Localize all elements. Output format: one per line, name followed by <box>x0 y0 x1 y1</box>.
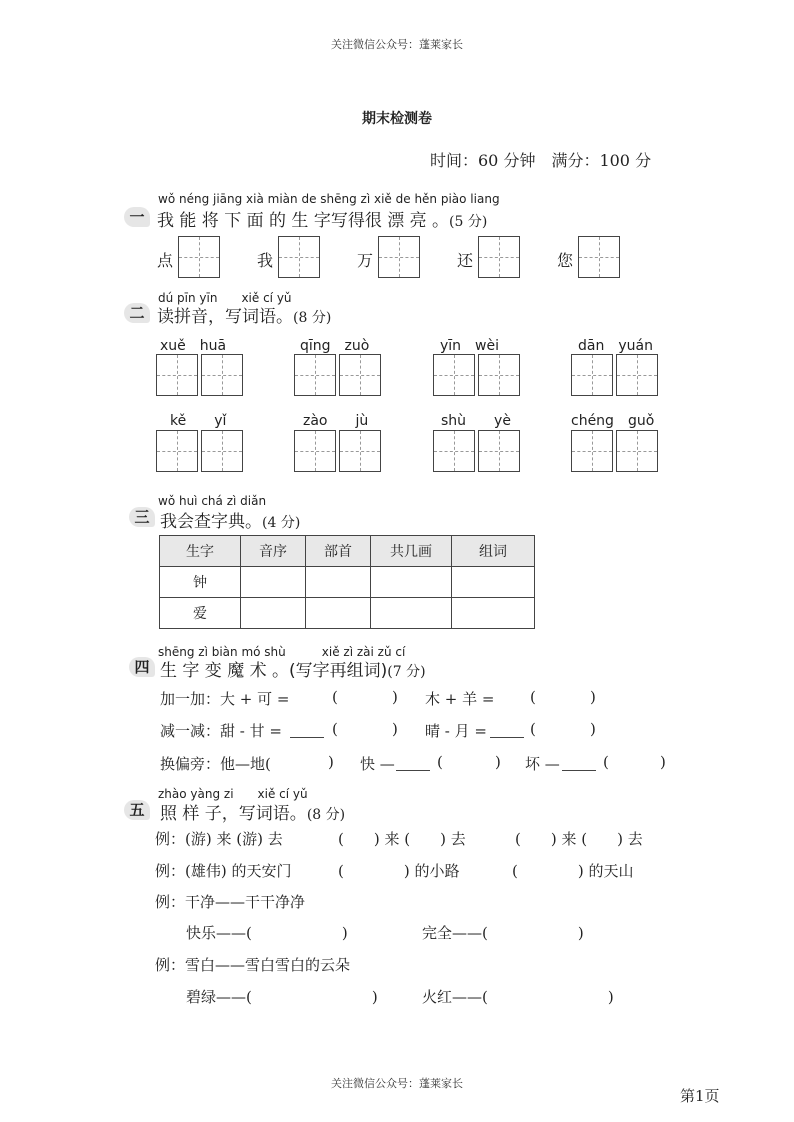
writing-box[interactable] <box>339 430 381 472</box>
paren: ( <box>332 720 338 738</box>
writing-box[interactable] <box>294 354 336 396</box>
q2-word-pinyin: qīng zuò <box>300 338 370 354</box>
answer-blank[interactable]: 火红——( ) <box>422 988 614 1006</box>
writing-box[interactable] <box>478 354 520 396</box>
time-info: 时间：60 分钟 满分：100 分 <box>430 151 652 170</box>
answer-blank[interactable] <box>562 756 596 771</box>
writing-box[interactable] <box>378 236 420 278</box>
writing-box[interactable] <box>433 354 475 396</box>
q5-example4: 例：雪白——雪白雪白的云朵 <box>155 956 351 974</box>
q1-number: 一 <box>124 207 150 227</box>
q1-char: 您 <box>557 251 574 270</box>
writing-box[interactable] <box>571 430 613 472</box>
answer-blank[interactable]: 快乐——( ) <box>186 924 348 942</box>
paren: ) <box>495 753 501 771</box>
answer-cell[interactable] <box>306 598 371 629</box>
paren: ) <box>392 720 398 738</box>
answer-cell[interactable] <box>452 598 535 629</box>
q4-line1-a: 加一加：大 + 可 = <box>160 690 290 708</box>
q5-text: 照 样 子，写词语。(8 分) <box>160 804 346 824</box>
writing-box[interactable] <box>478 430 520 472</box>
q2-word-pinyin: zào jù <box>303 413 369 429</box>
paren: ( <box>332 688 338 706</box>
paren: ( <box>530 688 536 706</box>
answer-blank[interactable]: ( ) 来 ( ) 去 <box>515 830 643 848</box>
q5-example1: 例：(游) 来 (游) 去 <box>155 830 283 848</box>
q3-text: 我会查字典。(4 分) <box>160 512 301 532</box>
q4-line3-a: 换偏旁：他—地( <box>160 755 271 773</box>
q2-word-pinyin: chéng guǒ <box>571 413 655 429</box>
writing-box[interactable] <box>616 430 658 472</box>
page-title: 期末检测卷 <box>362 111 432 127</box>
q1-char: 还 <box>457 251 474 270</box>
writing-box[interactable] <box>201 430 243 472</box>
page-number: 第1页 <box>680 1087 720 1105</box>
writing-box[interactable] <box>339 354 381 396</box>
q4-line3-b: 快 — <box>360 755 395 773</box>
answer-cell[interactable] <box>241 598 306 629</box>
q5-example3: 例：干净——干干净净 <box>155 893 306 911</box>
q2-word-pinyin: yīn wèi <box>440 338 500 354</box>
q4-line2-a: 减一减：甜 - 甘 = <box>160 722 282 740</box>
q4-line1-b: 木 + 羊 = <box>425 690 495 708</box>
writing-box[interactable] <box>178 236 220 278</box>
q4-line3-c: 坏 — <box>525 755 560 773</box>
answer-cell[interactable] <box>371 567 452 598</box>
q5-number: 五 <box>124 800 150 820</box>
answer-blank[interactable]: ( ) 的小路 <box>338 862 460 880</box>
writing-box[interactable] <box>616 354 658 396</box>
q3-number: 三 <box>129 507 155 527</box>
q5-example2: 例：(雄伟) 的天安门 <box>155 862 292 880</box>
q2-word-pinyin: dān yuán <box>578 338 653 354</box>
q1-char: 点 <box>157 251 174 270</box>
q1-text: 我 能 将 下 面 的 生 字写得很 漂 亮 。(5 分) <box>157 211 488 231</box>
paren: ) <box>392 688 398 706</box>
paren: ( <box>603 753 609 771</box>
answer-blank[interactable] <box>396 756 430 771</box>
table-header: 生字 <box>160 536 241 567</box>
paren: ) <box>590 720 596 738</box>
paren: ( <box>437 753 443 771</box>
answer-blank[interactable] <box>490 723 524 738</box>
table-header: 组词 <box>452 536 535 567</box>
answer-blank[interactable] <box>290 723 324 738</box>
table-header: 共几画 <box>371 536 452 567</box>
q4-line2-b: 晴 - 月 = <box>425 722 487 740</box>
q3-pinyin: wǒ huì chá zì diǎn <box>158 494 267 508</box>
q4-pinyin: shēng zì biàn mó shù xiě zì zài zǔ cí <box>158 645 406 659</box>
q2-text: 读拼音，写词语。(8 分) <box>157 307 332 327</box>
dictionary-table <box>159 535 535 629</box>
answer-cell[interactable] <box>241 567 306 598</box>
q4-number: 四 <box>129 657 155 677</box>
answer-blank[interactable]: 完全——( ) <box>422 924 584 942</box>
answer-cell[interactable] <box>452 567 535 598</box>
q2-word-pinyin: kě yǐ <box>170 413 227 429</box>
table-header: 部首 <box>306 536 371 567</box>
writing-box[interactable] <box>433 430 475 472</box>
paren: ( <box>530 720 536 738</box>
table-header: 音序 <box>241 536 306 567</box>
footer-note: 关注微信公众号：蓬莱家长 <box>331 1077 463 1090</box>
q2-number: 二 <box>124 303 150 323</box>
answer-blank[interactable]: ( ) 来 ( ) 去 <box>338 830 466 848</box>
paren: ) <box>328 753 334 771</box>
writing-box[interactable] <box>156 354 198 396</box>
paren: ) <box>660 753 666 771</box>
table-cell: 钟 <box>160 567 241 598</box>
table-cell: 爱 <box>160 598 241 629</box>
writing-box[interactable] <box>201 354 243 396</box>
q2-word-pinyin: shù yè <box>441 413 511 429</box>
paren: ) <box>590 688 596 706</box>
q2-word-pinyin: xuě huā <box>160 338 227 354</box>
q5-pinyin: zhào yàng zi xiě cí yǔ <box>158 787 308 801</box>
writing-box[interactable] <box>294 430 336 472</box>
answer-blank[interactable]: ( ) 的天山 <box>512 862 634 880</box>
answer-cell[interactable] <box>306 567 371 598</box>
answer-cell[interactable] <box>371 598 452 629</box>
writing-box[interactable] <box>156 430 198 472</box>
writing-box[interactable] <box>278 236 320 278</box>
answer-blank[interactable]: 碧绿——( ) <box>186 988 378 1006</box>
q2-pinyin: dú pīn yīn xiě cí yǔ <box>158 291 292 305</box>
q4-text: 生 字 变 魔 术 。(写字再组词)(7 分) <box>160 661 426 681</box>
writing-box[interactable] <box>578 236 620 278</box>
q1-char: 我 <box>257 251 274 270</box>
writing-box[interactable] <box>571 354 613 396</box>
writing-box[interactable] <box>478 236 520 278</box>
q1-char: 万 <box>357 251 374 270</box>
q1-pinyin: wǒ néng jiāng xià miàn de shēng zì xiě de hěn piào liang <box>158 192 500 206</box>
header-note: 关注微信公众号：蓬莱家长 <box>331 38 463 51</box>
